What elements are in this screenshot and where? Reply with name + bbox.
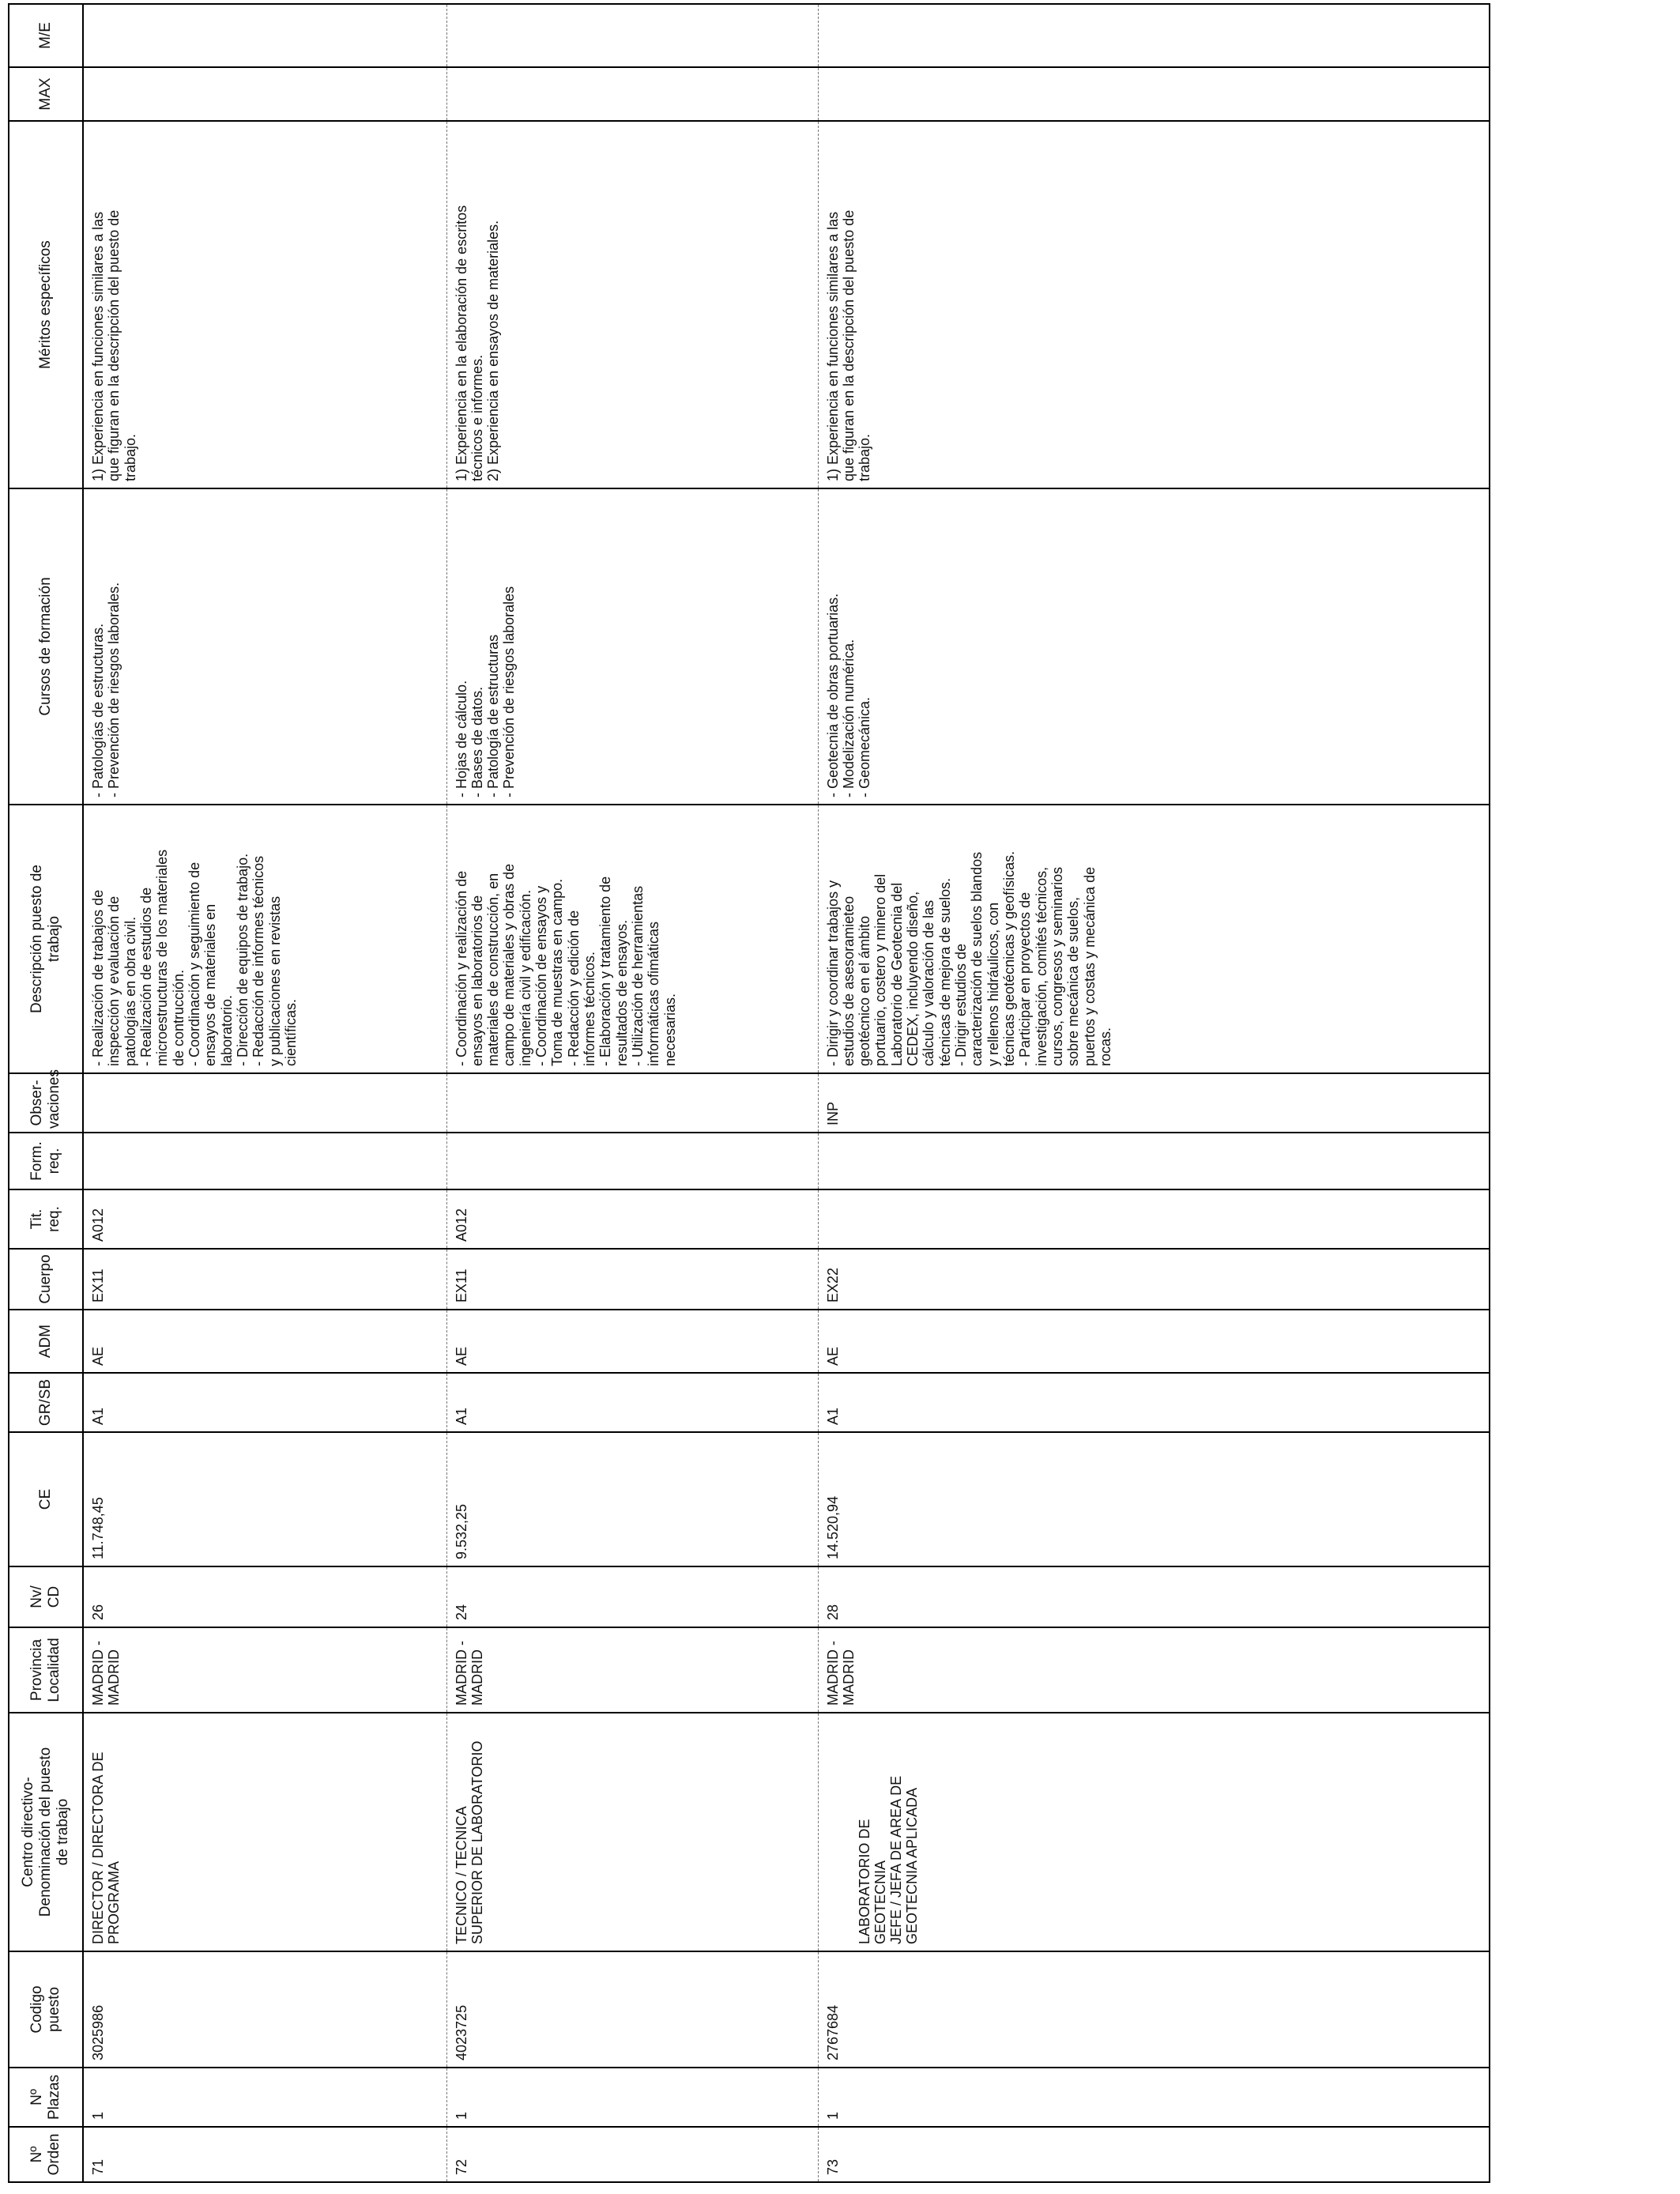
cell-orden: 72 xyxy=(446,2127,818,2182)
cell-orden: 71 xyxy=(83,2127,446,2182)
header-provincia: Provincia Localidad xyxy=(9,1627,83,1713)
position-title: TECNICO / TECNICA SUPERIOR DE LABORATORIO xyxy=(453,1740,485,1944)
cell-provincia: MADRID - MADRID xyxy=(446,1627,818,1713)
cell-adm: AE xyxy=(818,1310,1490,1373)
position-title: DIRECTOR / DIRECTORA DE PROGRAMA xyxy=(90,1751,122,1944)
header-adm: ADM xyxy=(9,1310,83,1373)
cell-observaciones xyxy=(83,1073,446,1133)
cell-adm: AE xyxy=(446,1310,818,1373)
cell-provincia: MADRID - MADRID xyxy=(818,1627,1490,1713)
cell-meritos: 1) Experiencia en funciones similares a las que figuran en la descripción del puesto de trabajo. xyxy=(818,121,1490,488)
cell-cuerpo: EX11 xyxy=(83,1249,446,1310)
table-row xyxy=(818,4,1490,2182)
cell-titulacion: A012 xyxy=(83,1189,446,1249)
cell-grupo: A1 xyxy=(83,1373,446,1432)
cell-provincia: MADRID - MADRID xyxy=(83,1627,446,1713)
header-ce: CE xyxy=(9,1432,83,1566)
cell-centro xyxy=(446,1713,818,1951)
header-row xyxy=(9,4,83,2182)
cell-plazas: 1 xyxy=(818,2068,1490,2127)
table-row xyxy=(446,4,818,2182)
position-title: JEFE / JEFA DE AREA DE GEOTECNIA APLICADA xyxy=(888,1775,921,1944)
header-observaciones: Obser- vaciones xyxy=(9,1073,83,1133)
cell-adm: AE xyxy=(83,1310,446,1373)
cell-me xyxy=(83,4,446,67)
cell-descripcion: - Coordinación y realización de ensayos en laboratorios de materiales de construcción, en campo de materiales y obras de ingeniería civil y edificación. - Coordinación de ensayos y Toma de muestras en campo. - Redacción y edición de informes técnicos. - Elaboración y tratamiento de resultados de ensayos. - Utilización de herramientas informáticas ofimáticas necesarias. xyxy=(446,805,818,1073)
cell-codigo: 3025986 xyxy=(83,1951,446,2068)
cell-ce: 14.520,94 xyxy=(818,1432,1490,1566)
header-orden: Nº Orden xyxy=(9,2127,83,2182)
cell-codigo: 2767684 xyxy=(818,1951,1490,2068)
cell-nivel: 28 xyxy=(818,1566,1490,1627)
cell-meritos: 1) Experiencia en funciones similares a las que figuran en la descripción del puesto de trabajo. xyxy=(83,121,446,488)
cell-ce: 9.532,25 xyxy=(446,1432,818,1566)
header-cuerpo: Cuerpo xyxy=(9,1249,83,1310)
cell-plazas: 1 xyxy=(446,2068,818,2127)
header-titulacion: Tit. req. xyxy=(9,1189,83,1249)
cell-formacion xyxy=(446,1133,818,1189)
cell-cuerpo: EX11 xyxy=(446,1249,818,1310)
cell-me xyxy=(446,4,818,67)
header-cursos: Cursos de formación xyxy=(9,488,83,805)
cell-plazas: 1 xyxy=(83,2068,446,2127)
cell-max xyxy=(446,67,818,121)
cell-me xyxy=(818,4,1490,67)
cell-descripcion: - Dirigir y coordinar trabajos y estudios de asesoramieteo geotécnico en el ámbito portuario, costero y minero del Laboratorio de Geotecnia del CEDEX, incluyendo diseño, cálculo y valoración de las técnicas de mejora de suelos. - Dirigir estudios de caracterización de suelos blandos y rellenos hidráulicos, con técnicas geotécnicas y geofísicas. - Participar en proyectos de investigación, comités técnicos, cursos, congresos y seminarios sobre mecánica de suelos, puertos y costas y mecánica de rocas. xyxy=(818,805,1490,1073)
cell-grupo: A1 xyxy=(818,1373,1490,1432)
header-codigo: Codigo puesto xyxy=(9,1951,83,2068)
header-formacion: Form. req. xyxy=(9,1133,83,1189)
cell-descripcion: - Realización de trabajos de inspección y evaluación de patologías en obra civil. - Realización de estudios de microestructuras de los materiales de contrucción. - Coordinación y seguimiento de ensayos de materiales en laboratorio. - Dirección de equipos de trabajo. - Redacción de informes técnicos y publicaciones en revistas científicas. xyxy=(83,805,446,1073)
cell-observaciones xyxy=(446,1073,818,1133)
header-max: MAX xyxy=(9,67,83,121)
cell-grupo: A1 xyxy=(446,1373,818,1432)
header-plazas: Nº Plazas xyxy=(9,2068,83,2127)
cell-cursos: - Hojas de cálculo. - Bases de datos. - Patología de estructuras - Prevención de riesgos laborales xyxy=(446,488,818,805)
cell-cuerpo: EX22 xyxy=(818,1249,1490,1310)
job-positions-table xyxy=(8,3,1490,2183)
header-meritos: Méritos específicos xyxy=(9,121,83,488)
cell-titulacion: A012 xyxy=(446,1189,818,1249)
unit-title: LABORATORIO DE GEOTECNIA xyxy=(856,1819,888,1944)
cell-formacion xyxy=(83,1133,446,1189)
cell-meritos: 1) Experiencia en la elaboración de escritos técnicos e informes. 2) Experiencia en ensayos de materiales. xyxy=(446,121,818,488)
cell-max xyxy=(818,67,1490,121)
cell-observaciones: INP xyxy=(818,1073,1490,1133)
header-me: M/E xyxy=(9,4,83,67)
header-descripcion: Descripción puesto de trabajo xyxy=(9,805,83,1073)
header-nivel: Nv/ CD xyxy=(9,1566,83,1627)
table-row xyxy=(83,4,446,2182)
header-grupo: GR/SB xyxy=(9,1373,83,1432)
cell-codigo: 4023725 xyxy=(446,1951,818,2068)
cell-orden: 73 xyxy=(818,2127,1490,2182)
cell-titulacion xyxy=(818,1189,1490,1249)
job-positions-sheet xyxy=(8,5,1494,2183)
cell-ce: 11.748,45 xyxy=(83,1432,446,1566)
cell-centro xyxy=(818,1713,1490,1951)
cell-nivel: 26 xyxy=(83,1566,446,1627)
cell-formacion xyxy=(818,1133,1490,1189)
cell-nivel: 24 xyxy=(446,1566,818,1627)
cell-cursos: - Patologías de estructuras. - Prevención de riesgos laborales. xyxy=(83,488,446,805)
cell-max xyxy=(83,67,446,121)
header-centro: Centro directivo- Denominación del puesto de trabajo xyxy=(9,1713,83,1951)
cell-cursos: - Geotecnia de obras portuarias. - Modelización numérica. - Geomecánica. xyxy=(818,488,1490,805)
cell-centro xyxy=(83,1713,446,1951)
